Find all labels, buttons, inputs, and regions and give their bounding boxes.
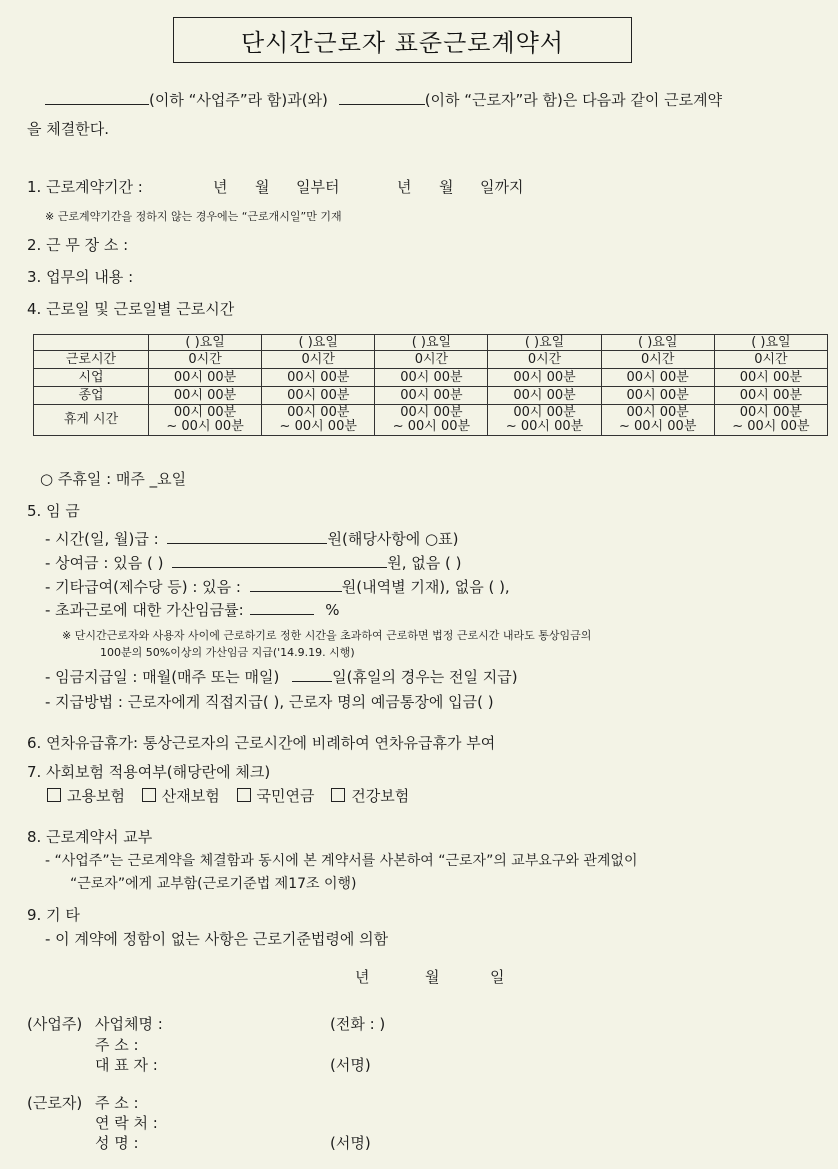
payday-label: - 임금지급일 : 매월(매주 또는 매일) (45, 668, 280, 686)
overtime-note-1: ※ 단시간근로자와 사용자 사이에 근로하기로 정한 시간을 초과하여 근로하면 법정 근로시간 내라도 통상임금의 (62, 629, 592, 642)
break-time-cell[interactable] (375, 405, 488, 436)
break-end: ~ 00시 00분 (279, 419, 357, 434)
employer-name-blank[interactable] (45, 91, 149, 105)
section-6-text: 6. 연차유급휴가: 통상근로자의 근로시간에 비례하여 연차유급휴가 부여 (27, 734, 496, 752)
section-1-day-from: 일부터 (296, 178, 340, 196)
day-header-cell[interactable]: ( )요일 (262, 335, 375, 351)
day-header-cell[interactable]: ( )요일 (488, 335, 601, 351)
payday-blank[interactable] (292, 668, 332, 682)
checkbox-industrial[interactable] (142, 788, 156, 802)
section-1-year-from: 년 (213, 178, 228, 196)
work-hours-table (33, 334, 828, 436)
insurance-option-industrial[interactable]: 산재보험 (142, 787, 220, 805)
day-header-cell[interactable]: ( )요일 (149, 335, 262, 351)
payday-line (45, 666, 518, 687)
break-end: ~ 00시 00분 (166, 419, 244, 434)
overtime-line (45, 599, 339, 620)
work-hours-cell[interactable]: 0시간 (149, 351, 262, 369)
checkbox-pension[interactable] (237, 788, 251, 802)
section-8-line-2: “근로자”에게 교부함(근로기준법 제17조 이행) (70, 876, 357, 892)
intro-employer-text: (이하 “사업주”라 함)과(와) (149, 91, 328, 109)
section-7-label: 7. 사회보험 적용여부(해당란에 체크) (27, 763, 271, 781)
insurance-option-employment[interactable]: 고용보험 (47, 787, 125, 805)
section-5-label: 5. 임 금 (27, 502, 80, 520)
section-9-label: 9. 기 타 (27, 906, 80, 924)
break-start: 00시 00분 (739, 405, 803, 420)
end-time-cell[interactable]: 00시 00분 (714, 387, 827, 405)
end-time-cell[interactable]: 00시 00분 (601, 387, 714, 405)
worker-tag: (근로자) (27, 1094, 83, 1112)
weekly-holiday: ○ 주휴일 : 매주 _요일 (40, 470, 187, 488)
date-month: 월 (425, 968, 440, 986)
start-time-cell[interactable]: 00시 00분 (149, 369, 262, 387)
end-time-cell[interactable]: 00시 00분 (375, 387, 488, 405)
pay-method-line: - 지급방법 : 근로자에게 직접지급( ), 근로자 명의 예금통장에 입금( ) (45, 693, 494, 711)
date-year: 년 (355, 968, 370, 986)
intro-line-1 (45, 89, 722, 110)
checkbox-employment[interactable] (47, 788, 61, 802)
section-3-label: 3. 업무의 내용 : (27, 268, 134, 286)
end-time-cell[interactable]: 00시 00분 (149, 387, 262, 405)
hourly-wage-blank[interactable] (167, 530, 327, 544)
overtime-rate-blank[interactable] (250, 601, 314, 615)
table-header-row (34, 335, 828, 351)
employer-address-label: 주 소 : (95, 1036, 139, 1054)
row-label-work-hours: 근로시간 (34, 351, 149, 369)
insurance-options (47, 785, 409, 806)
section-1-label: 1. 근로계약기간 : (27, 178, 143, 196)
work-hours-cell[interactable]: 0시간 (714, 351, 827, 369)
section-1-month-from: 월 (255, 178, 270, 196)
section-1-month-to: 월 (439, 178, 454, 196)
overtime-note-2: 100분의 50%이상의 가산임금 지급('14.9.19. 시행) (100, 646, 355, 659)
break-time-cell[interactable] (488, 405, 601, 436)
section-1-note: ※ 근로계약기간을 정하지 않는 경우에는 “근로개시일”만 기재 (45, 210, 342, 223)
end-time-cell[interactable]: 00시 00분 (262, 387, 375, 405)
bonus-label: - 상여금 : 있음 ( ) (45, 554, 164, 572)
start-time-cell[interactable]: 00시 00분 (488, 369, 601, 387)
day-header-cell[interactable]: ( )요일 (714, 335, 827, 351)
table-row-end (34, 387, 828, 405)
break-end: ~ 00시 00분 (392, 419, 471, 434)
work-hours-cell[interactable]: 0시간 (262, 351, 375, 369)
break-start: 00시 00분 (513, 405, 576, 420)
section-2-label: 2. 근 무 장 소 : (27, 236, 129, 254)
section-4-label: 4. 근로일 및 근로일별 근로시간 (27, 300, 235, 318)
employer-phone: (전화 : ) (330, 1015, 386, 1033)
break-start: 00시 00분 (400, 405, 463, 420)
start-time-cell[interactable]: 00시 00분 (262, 369, 375, 387)
table-corner-cell (34, 335, 149, 351)
worker-address-label: 주 소 : (95, 1094, 139, 1112)
employer-signature[interactable]: (서명) (330, 1056, 371, 1074)
table-row-work-hours (34, 351, 828, 369)
insurance-option-pension[interactable]: 국민연금 (237, 787, 315, 805)
intro-line-2: 을 체결한다. (27, 120, 109, 138)
start-time-cell[interactable]: 00시 00분 (601, 369, 714, 387)
break-time-cell[interactable] (601, 405, 714, 436)
break-time-cell[interactable] (262, 405, 375, 436)
other-pay-line (45, 576, 510, 597)
break-end: ~ 00시 00분 (619, 419, 697, 434)
worker-contact-label: 연 락 처 : (95, 1114, 158, 1132)
start-time-cell[interactable]: 00시 00분 (714, 369, 827, 387)
day-header-cell[interactable]: ( )요일 (375, 335, 488, 351)
break-time-cell[interactable] (149, 405, 262, 436)
worker-name-label: 성 명 : (95, 1134, 139, 1152)
start-time-cell[interactable]: 00시 00분 (375, 369, 488, 387)
break-time-cell[interactable] (714, 405, 827, 436)
section-8-label: 8. 근로계약서 교부 (27, 828, 153, 846)
break-start: 00시 00분 (626, 405, 689, 420)
worker-signature[interactable]: (서명) (330, 1134, 371, 1152)
section-9-line-1: - 이 계약에 정함이 없는 사항은 근로기준법령에 의함 (45, 930, 389, 948)
overtime-label: - 초과근로에 대한 가산임금률: (45, 601, 244, 619)
day-header-cell[interactable]: ( )요일 (601, 335, 714, 351)
break-start: 00시 00분 (173, 405, 237, 420)
table-row-break (34, 405, 828, 436)
break-end: ~ 00시 00분 (505, 419, 584, 434)
break-start: 00시 00분 (287, 405, 350, 420)
bonus-blank[interactable] (172, 554, 387, 568)
bonus-line (45, 552, 462, 573)
row-label-break: 휴게 시간 (34, 405, 149, 436)
other-pay-suffix: 원(내역별 기재), 없음 ( ), (341, 578, 510, 596)
overtime-suffix: % (325, 601, 340, 619)
work-hours-cell[interactable]: 0시간 (601, 351, 714, 369)
section-1-year-to: 년 (397, 178, 412, 196)
other-pay-label: - 기타급여(제수당 등) : 있음 : (45, 578, 241, 596)
row-label-start: 시업 (34, 369, 149, 387)
intro-worker-text: (이하 “근로자”라 함)은 다음과 같이 근로계약 (424, 91, 723, 109)
insurance-option-health[interactable]: 건강보험 (331, 787, 409, 805)
end-time-cell[interactable]: 00시 00분 (488, 387, 601, 405)
work-hours-cell[interactable]: 0시간 (488, 351, 601, 369)
row-label-end: 종업 (34, 387, 149, 405)
bonus-suffix: 원, 없음 ( ) (387, 554, 462, 572)
other-pay-blank[interactable] (250, 578, 342, 592)
employer-rep-label: 대 표 자 : (95, 1056, 158, 1074)
date-day: 일 (490, 968, 505, 986)
checkbox-health[interactable] (331, 788, 345, 802)
section-1-day-to: 일까지 (480, 178, 524, 196)
work-hours-cell[interactable]: 0시간 (375, 351, 488, 369)
table-row-start (34, 369, 828, 387)
worker-name-blank[interactable] (339, 91, 425, 105)
break-end: ~ 00시 00분 (732, 419, 810, 434)
section-8-line-1: - “사업주”는 근로계약을 체결함과 동시에 본 계약서를 사본하여 “근로자”의 교부요구와 관계없이 (45, 853, 638, 869)
employer-company-label: 사업체명 : (95, 1015, 163, 1033)
hourly-wage-label: - 시간(일, 월)급 : (45, 530, 159, 548)
payday-suffix: 일(휴일의 경우는 전일 지급) (332, 668, 518, 686)
hourly-wage-line (45, 528, 458, 549)
employer-tag: (사업주) (27, 1015, 83, 1033)
hourly-wage-suffix: 원(해당사항에 ○표) (327, 530, 459, 548)
document-title: 단시간근로자 표준근로계약서 (173, 17, 632, 63)
